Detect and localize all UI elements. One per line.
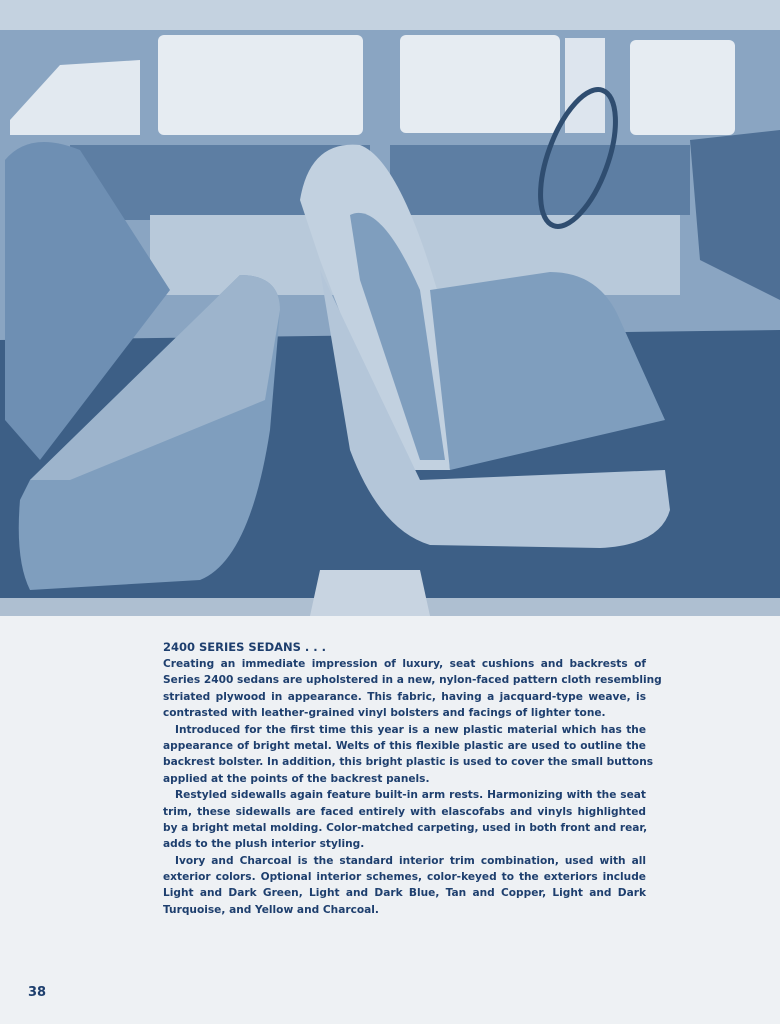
text-line: Light and Dark Green, Light and Dark Blue, Tan and Copper, Light and Dark: [163, 887, 646, 900]
text-line: Creating an immediate impression of luxury, seat cushions and backrests of: [163, 658, 646, 670]
text-line: backrest bolster. In addition, this bright plastic is used to cover the small buttons: [163, 756, 654, 769]
text-line: striated plywood in appearance. This fabric, having a jacquard-type weave, is: [163, 690, 646, 703]
text-line: adds to the plush interior styling.: [163, 838, 365, 851]
paragraph: [163, 656, 662, 722]
paragraph: [163, 787, 646, 853]
section-heading: 2400 SERIES SEDANS . . .: [163, 640, 327, 654]
text-line: Ivory and Charcoal is the standard interior trim combination, used with all: [175, 854, 646, 867]
text-line: Introduced for the first time this year is a new plastic material which has the: [175, 723, 646, 736]
text-line: Restyled sidewalls again feature built-in arm rests. Harmonizing with the seat: [175, 789, 646, 802]
text-line: trim, these sidewalls are faced entirely with elascofabs and vinyls highlighted: [163, 805, 646, 818]
page-number: 38: [28, 985, 47, 1000]
body-text: [163, 639, 662, 918]
text-line: Series 2400 sedans are upholstered in a new, nylon-faced pattern cloth resembling: [163, 674, 662, 687]
text-line: by a bright metal molding. Color-matched carpeting, used in both front and rear,: [163, 821, 648, 834]
text-line: exterior colors. Optional interior schemes, color-keyed to the exteriors include: [163, 871, 646, 884]
paragraph: [163, 722, 654, 788]
text-line: appearance of bright metal. Welts of this flexible plastic are used to outline the: [163, 739, 646, 752]
paragraph: [163, 853, 646, 919]
text-line: applied at the points of the backrest panels.: [163, 772, 430, 785]
text-line: Turquoise, and Yellow and Charcoal.: [163, 903, 379, 916]
text-line: contrasted with leather-grained vinyl bolsters and facings of lighter tone.: [163, 707, 606, 720]
